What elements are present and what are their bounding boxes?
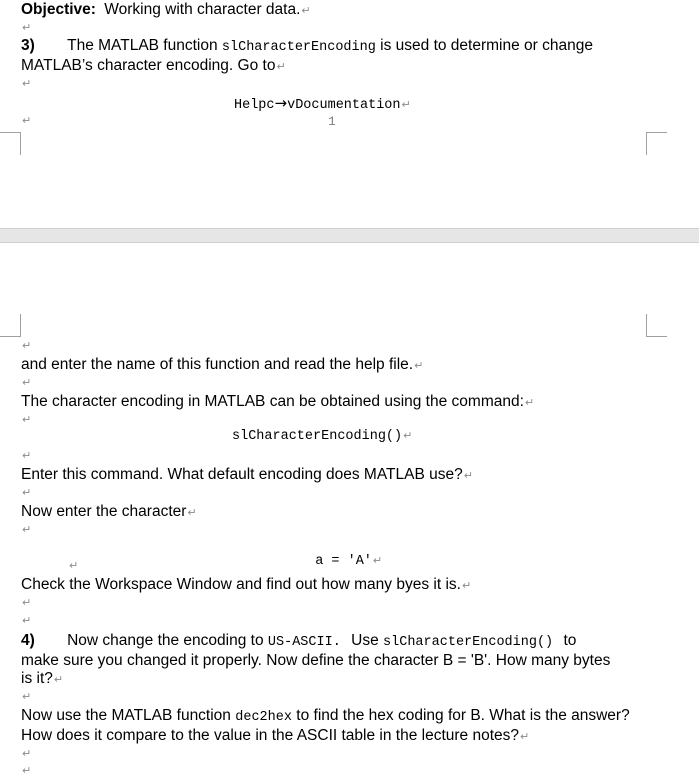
command-2-code: a = 'A' (315, 554, 372, 569)
paragraph-mark-icon: ↵ (22, 747, 32, 760)
dec-text-a: Now use the MATLAB function (21, 707, 231, 724)
paragraph-mark-icon: ↵ (53, 673, 64, 686)
q4-line-3 (21, 670, 63, 688)
command-line-2 (299, 539, 382, 569)
nav-help: Helpc (234, 98, 275, 113)
line-enter-cmd (21, 466, 473, 484)
page-number: 1 (328, 114, 336, 129)
objective-line (21, 1, 311, 19)
q4-line-1 (21, 632, 646, 650)
paragraph-mark-icon: ↵ (463, 469, 473, 482)
q3-code: slCharacterEncoding (221, 40, 376, 55)
paragraph-mark-icon: ↵ (22, 339, 32, 352)
nav-path (234, 94, 411, 113)
line-workspace-text: Check the Workspace Window and find out how many byes it is. (21, 576, 461, 593)
command-line-1 (232, 429, 412, 444)
paragraph-mark-icon: ↵ (22, 114, 32, 127)
dec-line-2-text: How does it compare to the value in the ASCII table in the lecture notes? (21, 727, 520, 744)
q3-line-2-text: MATLAB’s character encoding. Go to (21, 57, 276, 74)
paragraph-mark-icon: ↵ (22, 523, 32, 536)
paragraph-mark-icon: ↵ (22, 77, 32, 90)
dec-text-b: to find the hex coding for B. What is the answer? (296, 707, 630, 724)
line-encoding-cmd (21, 393, 534, 411)
paragraph-mark-icon: ↵ (301, 4, 311, 17)
line-now-enter (21, 503, 197, 521)
q4-line-2 (21, 652, 610, 670)
crop-mark-top-left (0, 132, 21, 155)
paragraph-mark-icon: ↵ (276, 60, 286, 73)
paragraph-mark-icon: ↵ (520, 730, 530, 743)
objective-label: Objective: (21, 1, 96, 18)
line-enter-name-text: and enter the name of this function and read the help file. (21, 356, 414, 373)
paragraph-mark-icon: ↵ (22, 376, 32, 389)
line-now-enter-text: Now enter the character (21, 503, 187, 520)
objective-text: Working with character data. (104, 1, 301, 18)
nav-documentation: vDocumentation (287, 98, 401, 113)
paragraph-mark-icon: ↵ (22, 764, 32, 777)
q4-code-2: slCharacterEncoding() (383, 635, 554, 650)
paragraph-mark-icon: ↵ (22, 449, 32, 462)
arrow-right-icon: → (274, 94, 288, 112)
paragraph-mark-icon: ↵ (187, 506, 197, 519)
paragraph-mark-icon: ↵ (69, 559, 79, 572)
q4-number: 4) (21, 632, 35, 649)
q4-text-a: Now change the encoding to (67, 632, 264, 649)
dec-line-1 (21, 707, 630, 725)
paragraph-mark-icon: ↵ (524, 396, 535, 409)
line-enter-cmd-text: Enter this command. What default encoding does MATLAB use? (21, 466, 463, 483)
paragraph-mark-icon: ↵ (403, 429, 413, 442)
paragraph-mark-icon: ↵ (22, 596, 32, 609)
paragraph-mark-icon: ↵ (22, 486, 32, 499)
dec-code: dec2hex (235, 710, 292, 725)
line-workspace (21, 576, 471, 594)
paragraph-mark-icon: ↵ (401, 98, 411, 111)
q3-text-a: The MATLAB function (67, 37, 218, 54)
q4-text-b: Use (351, 632, 379, 649)
line-encoding-cmd-text: The character encoding in MATLAB can be obtained using the command: (21, 393, 524, 410)
paragraph-mark-icon: ↵ (372, 554, 383, 567)
paragraph-mark-icon: ↵ (22, 21, 32, 34)
command-1-code: slCharacterEncoding() (232, 429, 403, 444)
q3-text-b: is used to determine or change (380, 37, 593, 54)
q4-line-2-text: make sure you changed it properly. Now define the character B = 'B'. How many bytes (21, 652, 611, 669)
paragraph-mark-icon: ↵ (22, 614, 32, 627)
paragraph-mark-icon: ↵ (22, 413, 32, 426)
q3-line-2 (21, 57, 286, 75)
crop-mark-top-right (646, 132, 667, 155)
q4-text-c: to (563, 632, 577, 649)
crop-mark-bottom-left (0, 314, 21, 337)
crop-mark-bottom-right (646, 314, 667, 337)
q3-line-1 (21, 37, 646, 55)
paragraph-mark-icon: ↵ (461, 579, 472, 592)
line-enter-name (21, 356, 423, 374)
dec-line-2 (21, 727, 529, 745)
page-break-gap (0, 228, 699, 243)
paragraph-mark-icon: ↵ (414, 359, 424, 372)
paragraph-mark-icon: ↵ (22, 690, 32, 703)
q3-number: 3) (21, 37, 35, 54)
q4-line-3-text: is it? (21, 670, 53, 687)
q4-code-1: US-ASCII. (267, 635, 341, 650)
